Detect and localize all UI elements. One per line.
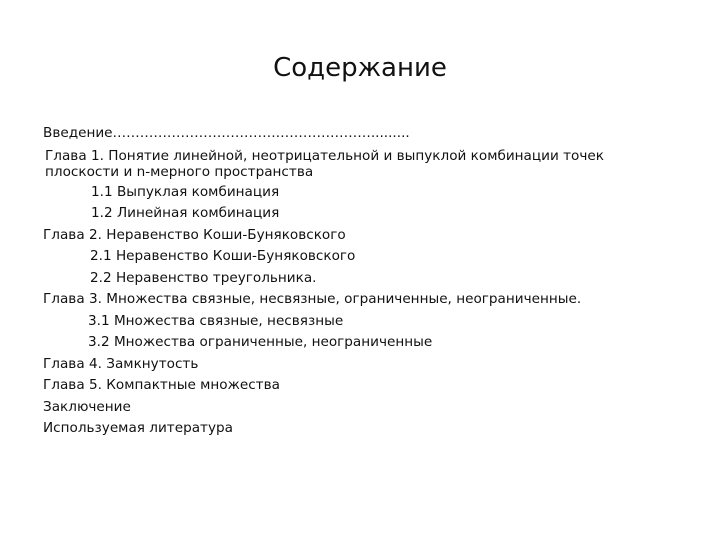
toc-item-conclusion: Заключение (43, 398, 131, 415)
toc-item-chapter-2: Глава 2. Неравенство Коши-Буняковского (43, 226, 346, 243)
toc-item-chapter-1: Глава 1. Понятие линейной, неотрицательной и выпуклой комбинации точек плоскости и n-мерного пространства (45, 147, 604, 180)
toc-item-section-2-2: 2.2 Неравенство треугольника. (90, 269, 317, 286)
toc-item-section-2-1: 2.1 Неравенство Коши-Буняковского (90, 248, 356, 264)
toc-item-chapter-4: Глава 4. Замкнутость (43, 355, 199, 372)
page-title: Содержание (273, 53, 447, 83)
toc-item-chapter-5: Глава 5. Компактные множества (43, 377, 280, 393)
toc-item-section-3-2: 3.2 Множества ограниченные, неограниченные (88, 334, 433, 350)
toc-item-section-1-1: 1.1 Выпуклая комбинация (91, 183, 280, 200)
toc-item-section-3-1: 3.1 Множества связные, несвязные (88, 312, 344, 329)
toc-item-references: Используемая литература (43, 420, 233, 436)
toc-item-section-1-2: 1.2 Линейная комбинация (91, 205, 280, 221)
toc-item-introduction: Введение…………………………………………………......... (43, 125, 410, 141)
table-of-contents (43, 123, 673, 440)
toc-item-chapter-3: Глава 3. Множества связные, несвязные, ограниченные, неограниченные. (43, 291, 582, 307)
